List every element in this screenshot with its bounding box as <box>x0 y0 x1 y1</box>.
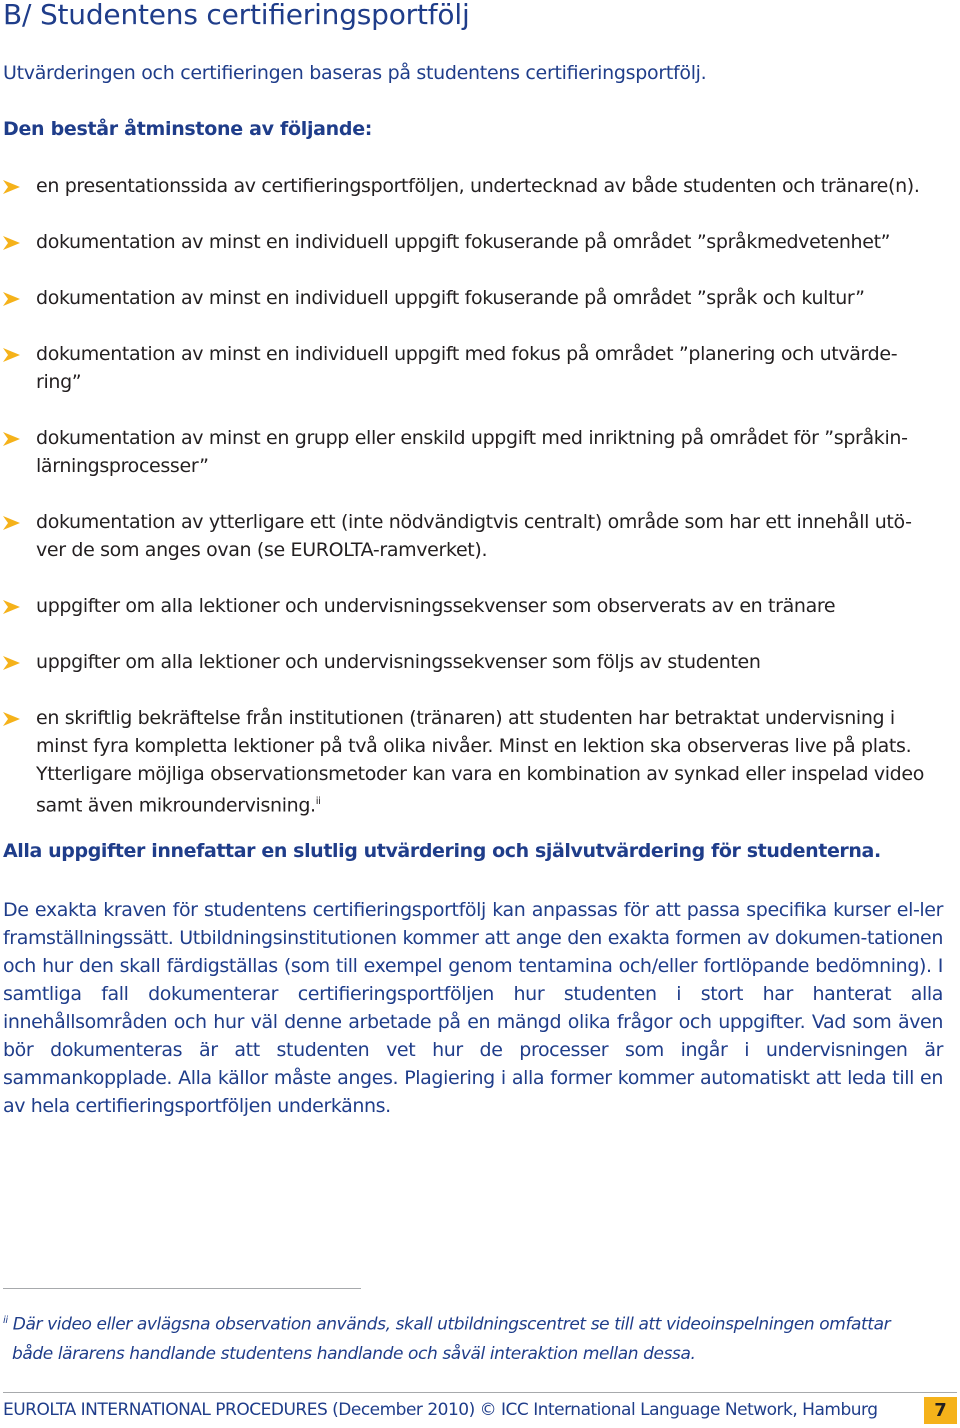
footer-divider <box>3 1392 957 1393</box>
list-item-text: dokumentation av ytterligare ett (inte nödvändigtvis centralt) område som har ett innehåll utö-ver de som anges ovan (se EUROLTA-ramverket). <box>36 511 912 561</box>
list-item-text: en skriftlig bekräftelse från institutionen (tränaren) att studenten har betraktat undervisning i minst fyra kompletta lektioner på två olika nivåer. Minst en lektion ska observeras live på plats. Ytterligare möjliga observationsmetoder kan vara en kombination av synkad eller inspelad video samt även mikroundervisning. <box>36 707 925 817</box>
arrowhead-bullet-icon <box>3 600 20 614</box>
requirements-list <box>0 172 960 847</box>
list-item-text: en presentationssida av certiﬁeringsportföljen, undertecknad av både studenten och tränare(n). <box>36 175 920 197</box>
footer-text: EUROLTA INTERNATIONAL PROCEDURES (December 2010) © ICC International Language Network, Hamburg <box>3 1400 878 1420</box>
arrowhead-bullet-icon <box>3 656 20 670</box>
arrowhead-bullet-icon <box>3 516 20 530</box>
page-number-badge: 7 <box>924 1397 957 1424</box>
list-item-text: dokumentation av minst en individuell uppgift fokuserande på området ”språk och kultur” <box>36 287 865 309</box>
list-lead-heading: Den består åtminstone av följande: <box>3 118 373 140</box>
list-item-text: uppgifter om alla lektioner och undervisningssekvenser som observerats av en tränare <box>36 595 836 617</box>
list-item-text: dokumentation av minst en individuell uppgift med fokus på området ”planering och utvärde-ring” <box>36 343 898 393</box>
body-paragraph: De exakta kraven för studentens certiﬁeringsportfölj kan anpassas för att passa speciﬁka kurser el-ler framställningssätt. Utbildningsinstitutionen kommer att ange den exakta formen av dokumen-tationen och hur den skall färdigställas (som till exempel genom tentamina och/eller fortlöpande bedömning). I samtliga fall dokumenterar certiﬁeringsportföljen hur studenten i stort har hanterat alla innehållsområden och hur väl denne arbetade på en mängd olika frågor och uppgifter. Vad som även bör dokumenteras är att studenten vet hur de processer som ingår i undervisningen är sammankopplade. Alla källor måste anges. Plagiering i alla former kommer automatiskt att leda till en av hela certiﬁeringsportföljen underkänns. <box>3 899 943 1117</box>
arrowhead-bullet-icon <box>3 432 20 446</box>
list-item-text: dokumentation av minst en individuell uppgift fokuserande på området ”språkmedvetenhet” <box>36 231 891 253</box>
arrowhead-bullet-icon <box>3 236 20 250</box>
intro-sentence: Utvärderingen och certiﬁeringen baseras på studentens certiﬁeringsportfölj. <box>3 62 707 84</box>
list-item <box>0 648 932 676</box>
arrowhead-bullet-icon <box>3 292 20 306</box>
list-item <box>0 340 932 396</box>
arrowhead-bullet-icon <box>3 348 20 362</box>
arrowhead-bullet-icon <box>3 712 20 726</box>
list-item <box>0 424 932 480</box>
footnote-line-2: både lärarens handlande studentens handlande och såväl interaktion mellan dessa. <box>12 1343 696 1364</box>
list-item-text: uppgifter om alla lektioner och undervisningssekvenser som följs av studenten <box>36 651 761 673</box>
footnote-marker[interactable]: ii <box>315 796 321 807</box>
list-item-text: dokumentation av minst en grupp eller enskild uppgift med inriktning på området för ”språkin-lärningsprocesser” <box>36 427 908 477</box>
arrowhead-bullet-icon <box>3 180 20 194</box>
footnote-divider <box>3 1288 361 1289</box>
list-item <box>0 592 932 620</box>
bold-statement: Alla uppgifter innefattar en slutlig utvärdering och självutvärdering för studenterna. <box>3 840 881 862</box>
section-title: B/ Studentens certiﬁeringsportfölj <box>3 0 470 31</box>
footnote-label: ii <box>3 1315 8 1326</box>
list-item <box>0 508 932 564</box>
footnote <box>3 1306 933 1369</box>
list-item <box>0 228 932 256</box>
list-item <box>0 284 932 312</box>
list-item <box>0 704 932 819</box>
list-item <box>0 172 932 200</box>
footnote-line-1: Där video eller avlägsna observation används, skall utbildningscentret se till att videoinspelningen omfattar <box>12 1314 891 1335</box>
